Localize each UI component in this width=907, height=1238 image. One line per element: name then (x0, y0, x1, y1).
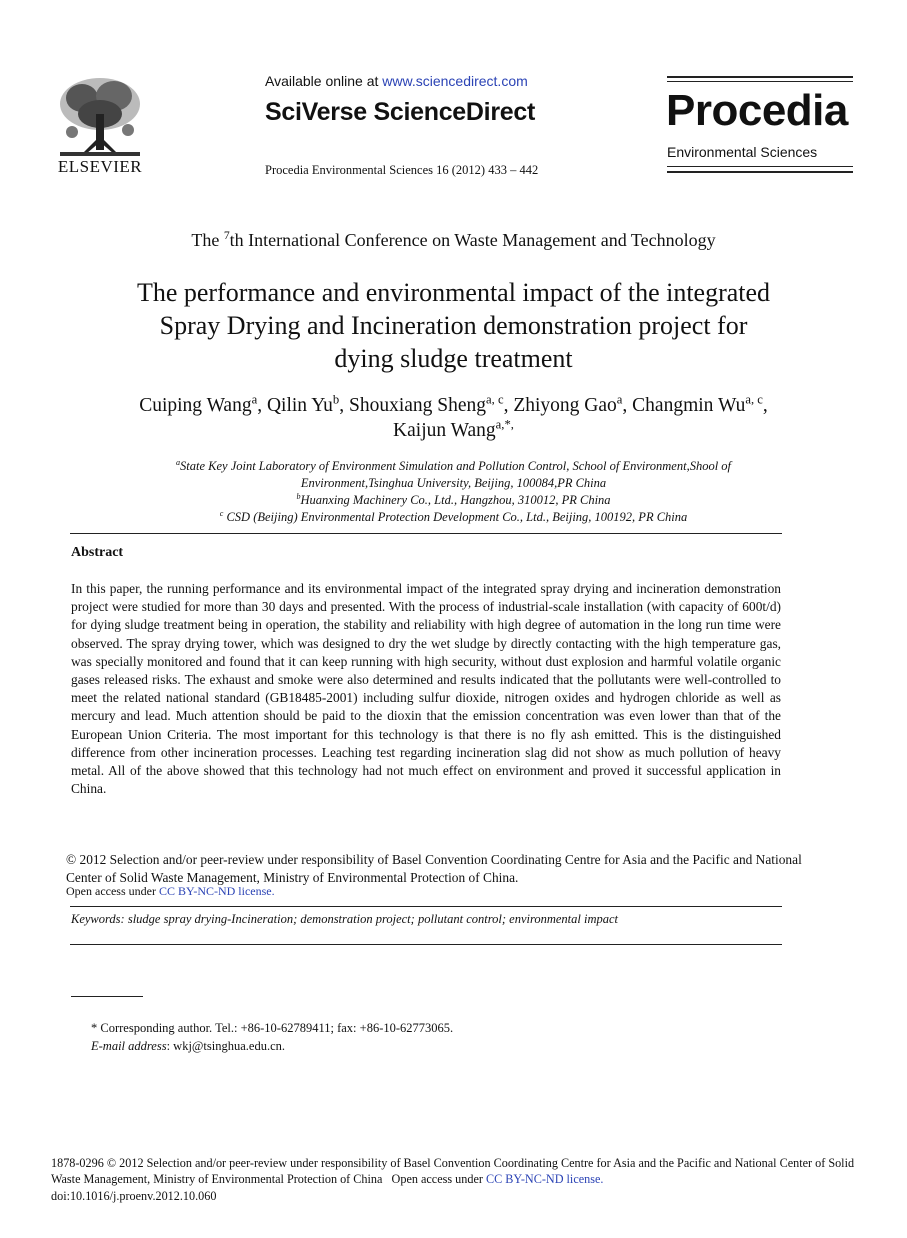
author: Zhiyong Gao$^a$, (513, 392, 633, 416)
affiliations (60, 458, 847, 526)
title-line: Spray Drying and Incineration demonstration project for (159, 311, 748, 340)
available-online: Available online at www.sciencedirect.com (265, 73, 528, 89)
affiliation: $^c$ CSD (Beijing) Environmental Protection Development Co., Ltd., Beijing, 100192, PR China (219, 508, 688, 524)
author: Qilin Yu$^b$, (266, 392, 349, 416)
author: Kaijun Wang$^{a,*,}$ (393, 417, 514, 441)
bottom-copyright: 1878-0296 © 2012 Selection and/or peer-review under responsibility of Basel Convention Coordinating Centre for Asia and the Pacific and National Center of Solid Waste Management, Ministry of Environmental Protection of China Open access under CC BY-NC-ND license. doi:10.1016/j.proenv.2012.10.060 (51, 1156, 855, 1203)
footnote-rule (71, 996, 143, 997)
platform-name: SciVerse ScienceDirect (265, 98, 535, 126)
doi: doi:10.1016/j.proenv.2012.10.060 (51, 1188, 217, 1203)
journal-subtitle: Environmental Sciences (667, 144, 818, 160)
license-link-bottom[interactable]: CC BY-NC-ND license. (485, 1172, 604, 1187)
abstract-text: In this paper, the running performance and its environmental impact of the integrated spray drying and incineration demonstration project were studied for more than 30 days and presented. With the process of industrial-scale installation (with capacity of 600t/d) for dying sludge treatment being in operation, the stability and reliability with high degree of automation in the long run time were observed. The spray drying tower, which was designed to dry the wet sludge by directly contacting with the high temperature gas, was specially monitored and found that it can keep running with high security, without dust explosion and harmful volatile organic gases released risks. The exhaust and smoke were also determined and results indicated that the pollutants were well-controlled to meet the related national standard (GB18485-2001) including sulfur dioxide, nitrogen oxides and hydrogen chloride as well as mercury and lead. Much attention should be paid to the dioxin that the emission concentration was even lower than that of the European Union Criteria. The most important for this technology is that there is no fly ash emitted. This is the distinguished difference from other incineration processes. Leaching test regarding incineration slag did not show as much pollution of heavy metal. All of the above showed that this technology had not much effect on environment and proved it successful application in China. (71, 581, 781, 797)
copyright-notice: © 2012 Selection and/or peer-review under responsibility of Basel Convention Coordinating Centre for Asia and the Pacific and National Center of Solid Waste Management, Ministry of Environmental Protection of China. (66, 852, 802, 885)
journal-brand: Procedia (666, 86, 848, 135)
brand-rule (667, 166, 853, 167)
conference-name: The $^7$th International Conference on Waste Management and Technology (191, 229, 716, 250)
paper-title (60, 276, 847, 375)
open-access-notice: Open access under CC BY-NC-ND license. (66, 884, 275, 898)
title-line: The performance and environmental impact of the integrated (136, 278, 771, 307)
brand-rule (667, 81, 853, 82)
author: Cuiping Wang$^a$, (139, 392, 267, 416)
section-rule (70, 533, 782, 534)
corresponding-author: * Corresponding author. Tel.: +86-10-62789411; fax: +86-10-62773065. E-mail address: wkj@tsinghua.edu.cn. (91, 1021, 454, 1053)
author: Shouxiang Sheng$^{a, c}$, (348, 392, 514, 416)
abstract-heading: Abstract (71, 545, 124, 560)
affiliation: $^b$Huanxing Machinery Co., Ltd., Hangzhou, 310012, PR China (296, 491, 611, 507)
journal-citation: Procedia Environmental Sciences 16 (2012) 433 – 442 (265, 163, 539, 177)
section-rule (70, 906, 782, 907)
brand-rule (667, 171, 853, 173)
affiliation: $^a$State Key Joint Laboratory of Environment Simulation and Pollution Control, School of Environment,Shool of (175, 457, 732, 473)
affiliation-cont: Environment,Tsinghua University, Beijing, 100084,PR China (300, 476, 607, 490)
publisher-name: ELSEVIER (57, 157, 143, 176)
title-line: dying sludge treatment (334, 344, 573, 373)
license-link[interactable]: CC BY-NC-ND license. (158, 884, 275, 898)
author: Changmin Wu$^{a, c}$, (632, 392, 768, 416)
section-rule (70, 944, 782, 945)
brand-rule (667, 76, 853, 78)
keywords: Keywords: sludge spray drying-Incineration; demonstration project; pollutant control; environmental impact (71, 912, 619, 926)
author-list (40, 393, 867, 443)
sciencedirect-link[interactable]: www.sciencedirect.com (382, 73, 528, 89)
email: : wkj@tsinghua.edu.cn. (166, 1039, 286, 1053)
